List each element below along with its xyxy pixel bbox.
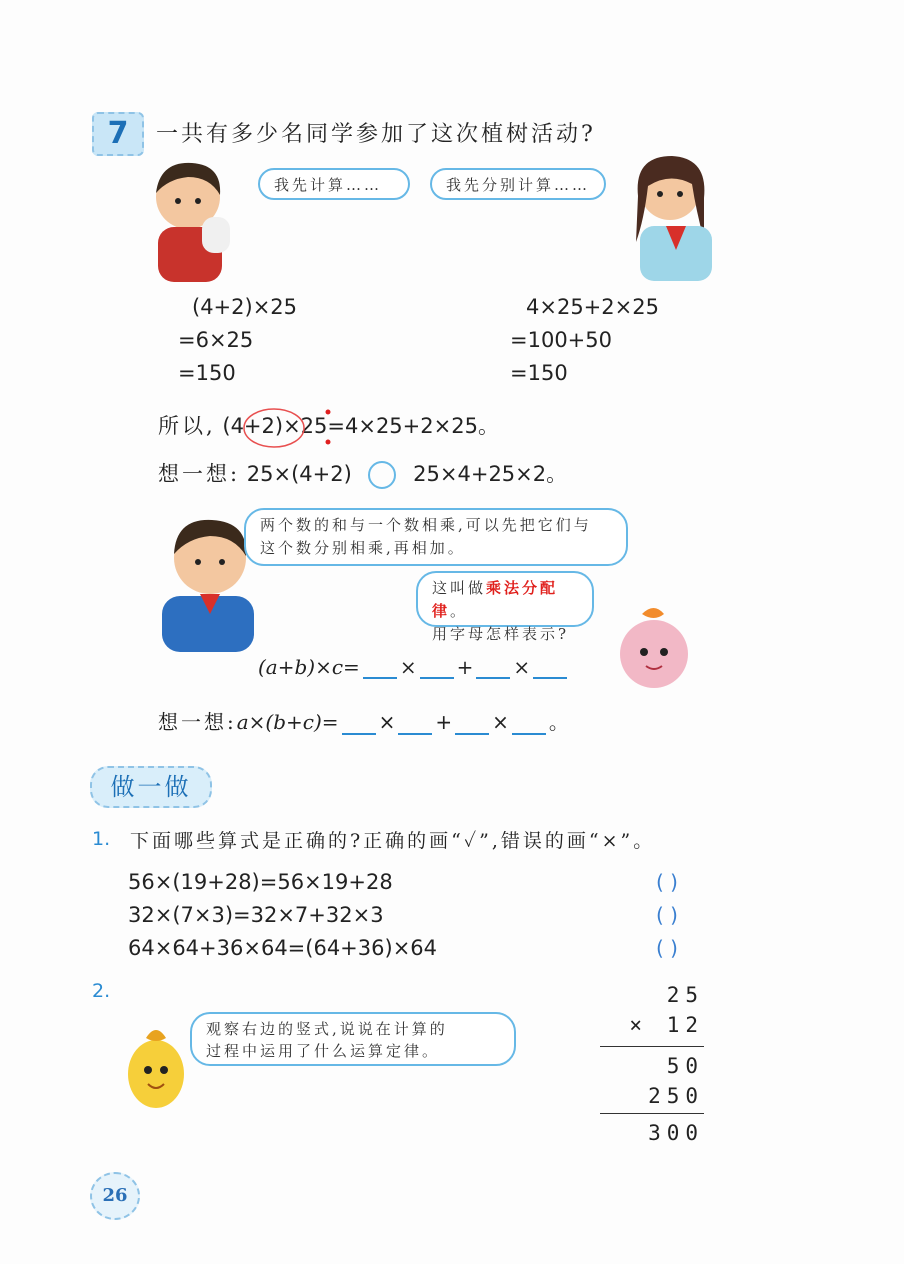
list-item: 64×64+36×64=(64+36)×64: [128, 936, 438, 960]
left-calc-line: (4+2)×25: [192, 295, 298, 319]
left-calc-line: =150: [178, 361, 236, 385]
pink-mascot-illustration: [602, 600, 702, 700]
example-question: 一共有多少名同学参加了这次植树活动?: [156, 122, 596, 147]
q1-list: [128, 866, 437, 965]
divider-line: [600, 1046, 704, 1047]
think-right-expr: 25×4+25×2: [413, 462, 547, 486]
list-item: 32×(7×3)=32×7+32×3: [128, 903, 384, 927]
q1-text: 下面哪些算式是正确的?正确的画“✓”,错误的画“×”。: [130, 830, 656, 852]
page-number: 26: [90, 1172, 140, 1220]
partial-product: 50: [666, 1054, 704, 1078]
example-number-badge: 7: [92, 112, 144, 156]
answer-parentheses[interactable]: ( ): [656, 936, 678, 960]
so-line: [158, 410, 499, 440]
q2-number: 2.: [92, 980, 111, 1002]
compare-circle-blank[interactable]: [368, 461, 396, 489]
think-line: 想一想: 25×(4+2) 25×4+25×2。: [158, 458, 567, 489]
mascot-bubble: 这叫做乘法分配律。 用字母怎样表示?: [416, 571, 594, 627]
bubble-right: 我先分别计算……: [430, 168, 606, 200]
answer-blank[interactable]: [363, 659, 397, 679]
key-term: 乘法分配律: [432, 579, 559, 620]
think-left-expr: 25×(4+2): [246, 462, 352, 486]
so-label: 所以,: [158, 414, 216, 438]
answer-blank[interactable]: [476, 659, 510, 679]
q2-bubble: 观察右边的竖式,说说在计算的 过程中运用了什么运算定律。: [190, 1012, 516, 1066]
boy-bubble: 两个数的和与一个数相乘,可以先把它们与 这个数分别相乘,再相加。: [244, 508, 628, 566]
girl-illustration: [600, 150, 720, 285]
answer-blank[interactable]: [342, 715, 376, 735]
so-expression: (4+2)×25=4×25+2×25。: [222, 414, 499, 438]
answer-parentheses[interactable]: ( ): [656, 903, 678, 927]
think2-line: 想一想:a×(b+c)= × + × 。: [158, 710, 569, 734]
yellow-mascot-illustration: [116, 1016, 196, 1116]
right-calc-line: =150: [510, 361, 568, 385]
partial-product: 250: [648, 1084, 704, 1108]
final-product: 300: [648, 1121, 704, 1145]
answer-blank[interactable]: [533, 659, 567, 679]
answer-blank[interactable]: [398, 715, 432, 735]
right-calc-line: =100+50: [510, 328, 612, 352]
q1-answers: [656, 866, 678, 965]
red-arc-annotation: [240, 406, 340, 452]
left-calc-line: =6×25: [178, 328, 254, 352]
q1-number: 1.: [92, 828, 111, 850]
left-calculation: [178, 291, 297, 390]
multiplier: × 12: [629, 1013, 704, 1037]
boy-illustration: [140, 155, 240, 290]
vertical-multiplication: [604, 980, 704, 1148]
think-label: 想一想:: [158, 462, 241, 486]
letter-formula: (a+b)×c= × + ×: [258, 655, 570, 679]
bubble-left: 我先计算……: [258, 168, 410, 200]
answer-blank[interactable]: [420, 659, 454, 679]
right-calc-line: 4×25+2×25: [526, 295, 659, 319]
answer-blank[interactable]: [455, 715, 489, 735]
answer-blank[interactable]: [512, 715, 546, 735]
right-calculation: [510, 291, 659, 390]
practice-title: 做一做: [90, 766, 212, 808]
list-item: 56×(19+28)=56×19+28: [128, 870, 393, 894]
answer-parentheses[interactable]: ( ): [656, 870, 678, 894]
multiplicand: 25: [666, 983, 704, 1007]
divider-line: [600, 1113, 704, 1114]
